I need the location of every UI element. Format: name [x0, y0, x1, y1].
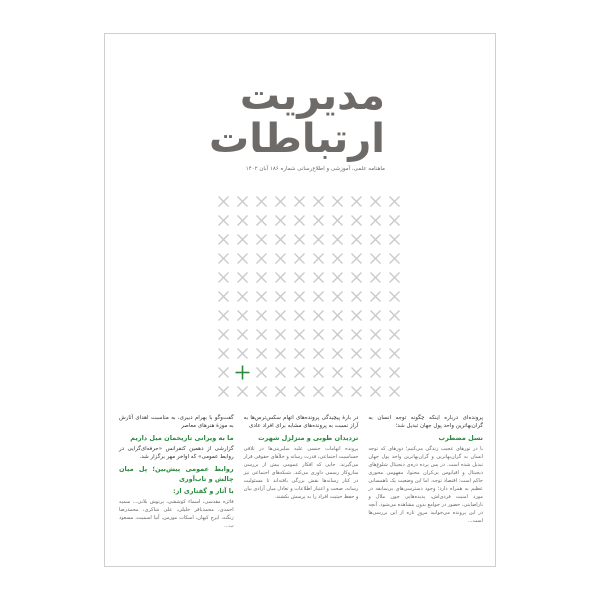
x-mark-icon — [257, 216, 267, 226]
x-mark-icon — [295, 387, 305, 397]
x-mark-icon — [352, 368, 362, 378]
x-mark-icon — [390, 349, 400, 359]
story-intro: پرونده‌ای درباره اینکه چگونه توجه انسان به گران‌بهاترین واحد پول جهان تبدیل شد؛ — [368, 415, 483, 429]
masthead-title-line2: ارتباطات — [209, 116, 385, 162]
story-column-right — [368, 414, 483, 614]
x-mark-icon — [333, 387, 343, 397]
x-mark-icon — [219, 273, 229, 283]
x-mark-icon — [352, 235, 362, 245]
x-mark-icon — [371, 254, 381, 264]
x-mark-icon — [238, 292, 248, 302]
x-mark-icon — [257, 368, 267, 378]
x-mark-icon — [238, 330, 248, 340]
x-mark-icon — [276, 254, 286, 264]
x-mark-icon — [257, 311, 267, 321]
masthead-subtitle: ماهنامه علمی، آموزشی و اطلاع‌رسانی شماره ۱۸۶ آبان ۱۴۰۲ — [245, 166, 385, 172]
x-mark-icon — [352, 349, 362, 359]
x-mark-icon — [295, 330, 305, 340]
x-mark-icon — [371, 273, 381, 283]
x-mark-icon — [352, 273, 362, 283]
x-mark-icon — [295, 197, 305, 207]
x-mark-icon — [371, 349, 381, 359]
x-mark-icon — [390, 311, 400, 321]
x-mark-icon — [238, 216, 248, 226]
x-mark-icon — [314, 254, 324, 264]
x-mark-icon — [352, 330, 362, 340]
x-mark-icon — [238, 387, 248, 397]
x-mark-icon — [276, 387, 286, 397]
story-body: با در نورهای عجیب زندگی می‌کنیم؛ دورهای که توجه انسان به گران‌بهاترین و گران‌بهاترین واحد پول جهان تبدیل شده است. در پس پرده دره‌ی دیجیتال شلوغ‌های دیجیتال و اقیانوس بی‌کران محتوا، مفهومی محوری حاکم است: اقتصاد توجه. اما این وضعیت یک ناهمسانی عظیم به همراه دارد؛ وجود دسترسی‌های بی‌سابقه در مورد امنیت فردی‌اش، پدیده‌هایی چون ملال و ناراضایتی، حضور در جوامع بدون مشاهده می‌شود. آنچه در این پرونده می‌خوانید مرورِ تازه از این بررسی‌ها است... — [368, 446, 483, 524]
cover-stories — [119, 414, 483, 614]
x-mark-icon — [333, 368, 343, 378]
x-mark-icon — [371, 387, 381, 397]
x-mark-icon — [219, 292, 229, 302]
x-mark-icon — [390, 197, 400, 207]
x-mark-icon — [390, 330, 400, 340]
x-mark-icon — [276, 349, 286, 359]
x-mark-icon — [276, 311, 286, 321]
x-mark-icon — [238, 197, 248, 207]
x-mark-icon — [390, 292, 400, 302]
x-mark-icon — [238, 254, 248, 264]
x-mark-icon — [257, 254, 267, 264]
x-mark-icon — [276, 273, 286, 283]
x-mark-icon — [219, 311, 229, 321]
story-headline-3: با آثار و گفتاری از: — [173, 487, 234, 495]
story-column-left — [119, 414, 234, 614]
x-mark-icon — [333, 349, 343, 359]
x-mark-icon — [257, 387, 267, 397]
x-mark-icon — [371, 330, 381, 340]
x-mark-icon — [371, 197, 381, 207]
x-mark-icon — [238, 349, 248, 359]
x-mark-icon — [276, 235, 286, 245]
x-mark-icon — [371, 368, 381, 378]
x-mark-icon — [314, 292, 324, 302]
x-mark-icon — [238, 235, 248, 245]
x-mark-icon — [352, 254, 362, 264]
x-mark-icon — [219, 349, 229, 359]
story-intro: گفت‌وگو با بهرام دبیری، به مناسبت اهدای آثارش به موزهٔ هنرهای معاصر — [118, 415, 234, 429]
x-mark-icon — [352, 311, 362, 321]
x-mark-icon — [257, 349, 267, 359]
x-mark-icon — [390, 254, 400, 264]
x-mark-icon — [314, 349, 324, 359]
x-mark-icon — [371, 292, 381, 302]
story-headline-2: روابط عمومی پیش‌بین؛ پل میان چالش و تاب‌آوری — [118, 465, 234, 483]
x-mark-icon — [219, 368, 229, 378]
x-mark-icon — [219, 254, 229, 264]
x-mark-icon — [390, 368, 400, 378]
x-mark-icon — [295, 235, 305, 245]
x-mark-icon — [333, 216, 343, 226]
x-mark-icon — [390, 273, 400, 283]
cross-pattern-svg — [214, 192, 404, 402]
x-mark-icon — [276, 368, 286, 378]
x-mark-icon — [314, 273, 324, 283]
x-mark-icon — [314, 387, 324, 397]
x-mark-icon — [333, 273, 343, 283]
x-mark-icon — [333, 292, 343, 302]
magazine-cover — [104, 33, 496, 567]
x-mark-icon — [333, 197, 343, 207]
x-mark-icon — [219, 197, 229, 207]
x-mark-icon — [352, 387, 362, 397]
x-mark-icon — [219, 235, 229, 245]
x-mark-icon — [371, 235, 381, 245]
x-mark-icon — [295, 273, 305, 283]
x-mark-icon — [295, 254, 305, 264]
x-mark-icon — [276, 330, 286, 340]
x-mark-icon — [390, 235, 400, 245]
x-mark-icon — [219, 330, 229, 340]
x-mark-icon — [333, 235, 343, 245]
masthead-title-line1: مدیریت — [239, 73, 385, 119]
cross-pattern — [214, 192, 404, 402]
x-mark-icon — [257, 273, 267, 283]
x-mark-icon — [295, 368, 305, 378]
x-mark-icon — [257, 292, 267, 302]
story-headline: نسل مضطرب — [438, 434, 483, 442]
x-mark-icon — [219, 387, 229, 397]
x-mark-icon — [314, 311, 324, 321]
x-mark-icon — [314, 368, 324, 378]
x-mark-icon — [219, 216, 229, 226]
x-mark-icon — [371, 311, 381, 321]
x-mark-icon — [390, 387, 400, 397]
x-mark-icon — [257, 235, 267, 245]
x-mark-icon — [257, 330, 267, 340]
x-mark-icon — [333, 330, 343, 340]
masthead — [209, 74, 385, 172]
x-mark-icon — [314, 197, 324, 207]
x-mark-icon — [352, 292, 362, 302]
story-body: فائزه مقدسی، اسماء کوششی، پرتوش بلانی... سمیه احمدی، محمدباقر خلیلی، علی شاکری، محمدرضا زنگنه، ایرج کیهان، اسکات مورمن، آنیا اسمیت، مسعود ب... — [118, 499, 234, 529]
story-column-middle — [244, 414, 359, 614]
story-body: پرونده اتهامات جنسی علیه سلبریتی‌ها در تلاقی حساسیت اجتماعی، قدرت رسانه و خلأهای حقوقی قرار می‌گیرند. جایی که افکار عمومی بیش از بررسی سازوکار رسمی داوری می‌کند. شبکه‌های اجتماعی نیز در کنار رسانه‌ها نقش بزرگی یافته‌اند تا مسئولیت رسانه، صحت و اعتبار اطلاعات و تعادل میان آزادی بیان و حفظ حیثیت افراد را به پرسش بکشند. — [243, 446, 359, 500]
story-headline: ما به ویرانی تاریخمان میل داریم — [130, 434, 234, 442]
x-mark-icon — [333, 311, 343, 321]
x-mark-icon — [371, 216, 381, 226]
x-mark-icon — [314, 235, 324, 245]
x-mark-icon — [276, 197, 286, 207]
x-mark-icon — [276, 292, 286, 302]
plus-icon — [236, 366, 250, 380]
x-mark-icon — [257, 197, 267, 207]
x-mark-icon — [352, 216, 362, 226]
x-mark-icon — [390, 216, 400, 226]
x-mark-icon — [352, 197, 362, 207]
story-headline: تردیدان طوبی و منزلزل شهرت — [258, 434, 359, 442]
x-mark-icon — [295, 216, 305, 226]
x-mark-icon — [314, 216, 324, 226]
x-mark-icon — [276, 216, 286, 226]
x-mark-icon — [295, 349, 305, 359]
x-mark-icon — [295, 311, 305, 321]
story-intro: در بارهٔ پیچیدگی پرونده‌های اتهام سکس‌ترس‌ها به آراز نسبت به پرونده‌های مشابه برای افراد عادی — [243, 415, 359, 429]
story-report: گزارشی از دهمین کنفرانس «حرفه‌ای‌گرایی در روابط عمومی» که اواخر مهر برگزار شد. — [118, 446, 234, 460]
x-mark-icon — [238, 311, 248, 321]
x-mark-icon — [314, 330, 324, 340]
x-mark-icon — [333, 254, 343, 264]
x-mark-icon — [295, 292, 305, 302]
x-mark-icon — [238, 273, 248, 283]
